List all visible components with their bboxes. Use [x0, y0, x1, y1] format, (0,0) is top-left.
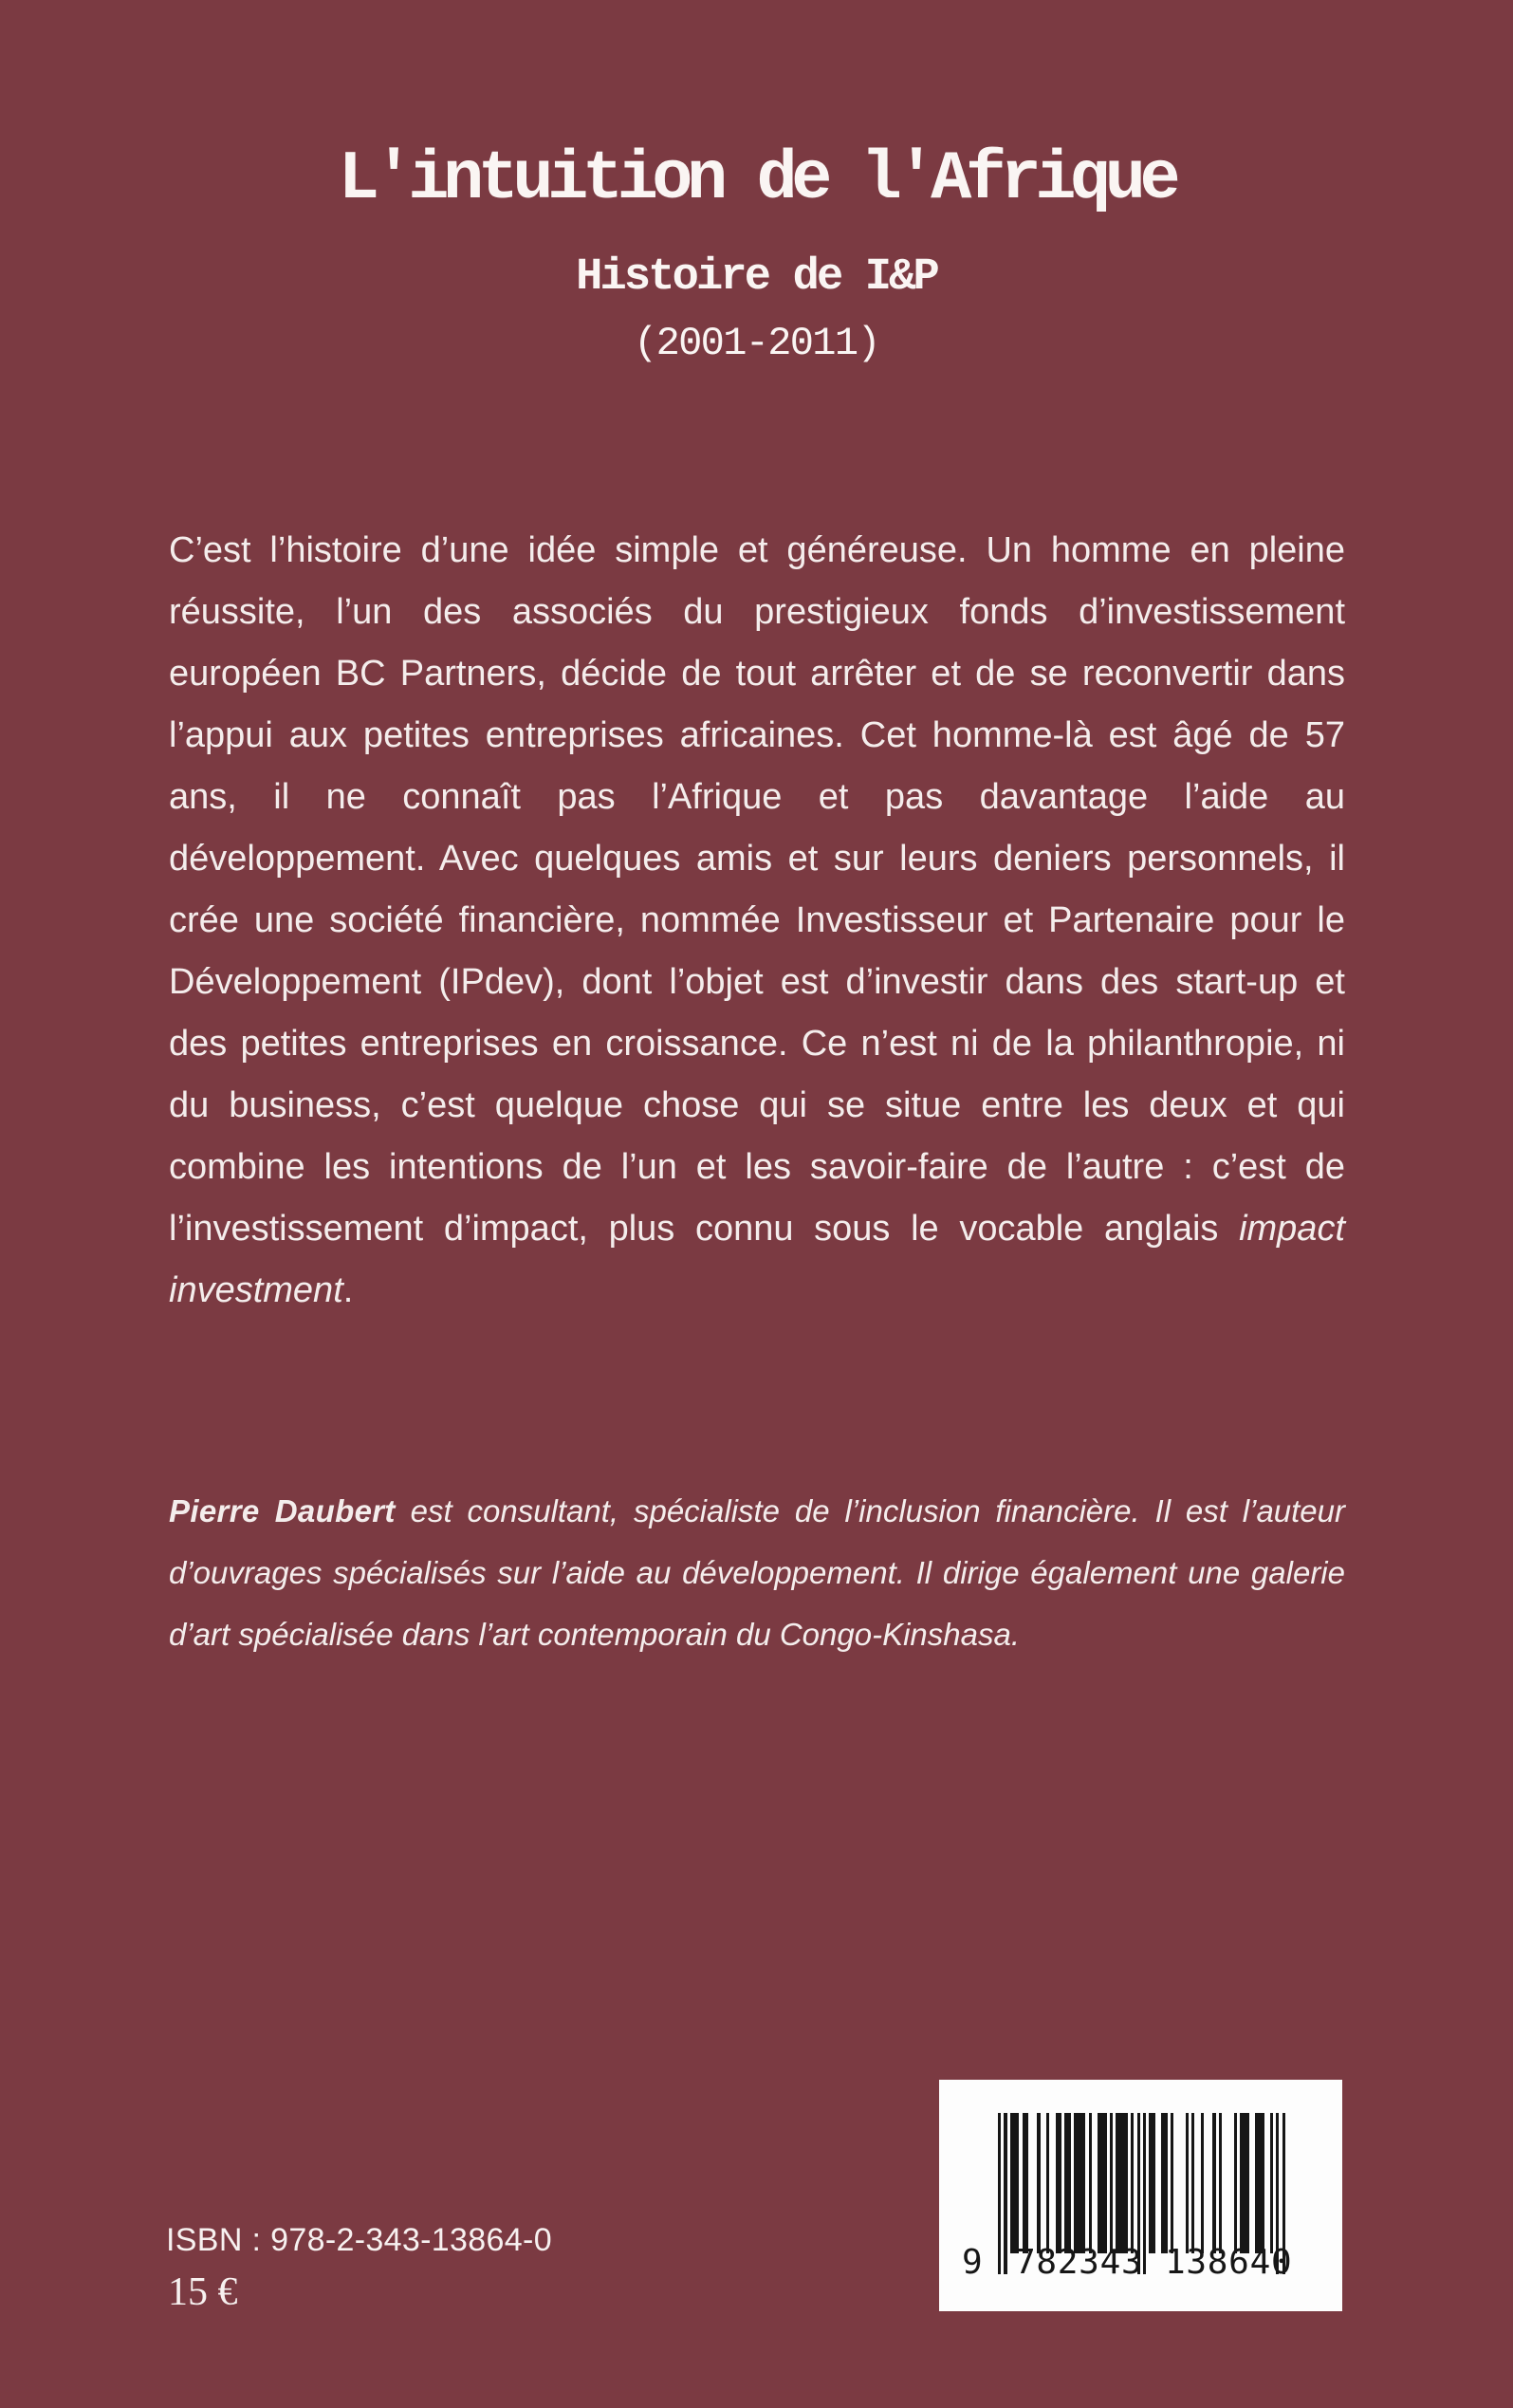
synopsis-tail: .: [342, 1270, 354, 1310]
book-title: L'intuition de l'Afrique: [338, 140, 1175, 218]
price-label: 15 €: [168, 2270, 238, 2314]
author-note-paragraph: [169, 1480, 1345, 1665]
ean13-barcode: [939, 2080, 1342, 2311]
synopsis-lead: C’est l’histoire d’une idée simple et généreuse. Un homme en pleine réussite, l’un des associés du prestigieux fonds d’investissement européen BC Partners, décide de tout arrêter et de se reconvertir dans l’appui aux petites entreprises africaines. Cet homme-là est âgé de 57 ans, il ne connaît pas l’Afrique et pas davantage l’aide au développement. Avec quelques amis et sur leurs deniers personnels, il crée une société financière, nommée Investisseur et Partenaire pour le Développement (IPdev), dont l’objet est d’investir dans des start-up et des petites entreprises en croissance. Ce n’est ni de la philanthropie, ni du business, c’est quelque chose qui se situe entre les deux et qui combine les intentions de l’un et les savoir-faire de l’autre : c’est de l’investissement d’impact, plus connu sous le vocable anglais: [169, 530, 1345, 1249]
isbn-line: ISBN : 978-2-343-13864-0: [166, 2222, 552, 2258]
barcode-digits-left: 782343: [1015, 2243, 1143, 2282]
synopsis-paragraph: [169, 520, 1345, 1322]
author-name: Pierre Daubert: [169, 1493, 396, 1528]
barcode-digit-first: 9: [962, 2243, 984, 2282]
author-note-text: est consultant, spécialiste de l’inclusion financière. Il est l’auteur d’ouvrages spécialisés sur l’aide au développement. Il dirige également une galerie d’art spécialisée dans l’art contemporain du Congo-Kinshasa.: [169, 1493, 1346, 1652]
book-subtitle: Histoire de I&P: [576, 252, 937, 303]
barcode-digits-right: 138640: [1165, 2243, 1293, 2282]
synopsis-italic-phrase: impact investment: [169, 1209, 1345, 1310]
book-years: (2001-2011): [634, 321, 879, 366]
